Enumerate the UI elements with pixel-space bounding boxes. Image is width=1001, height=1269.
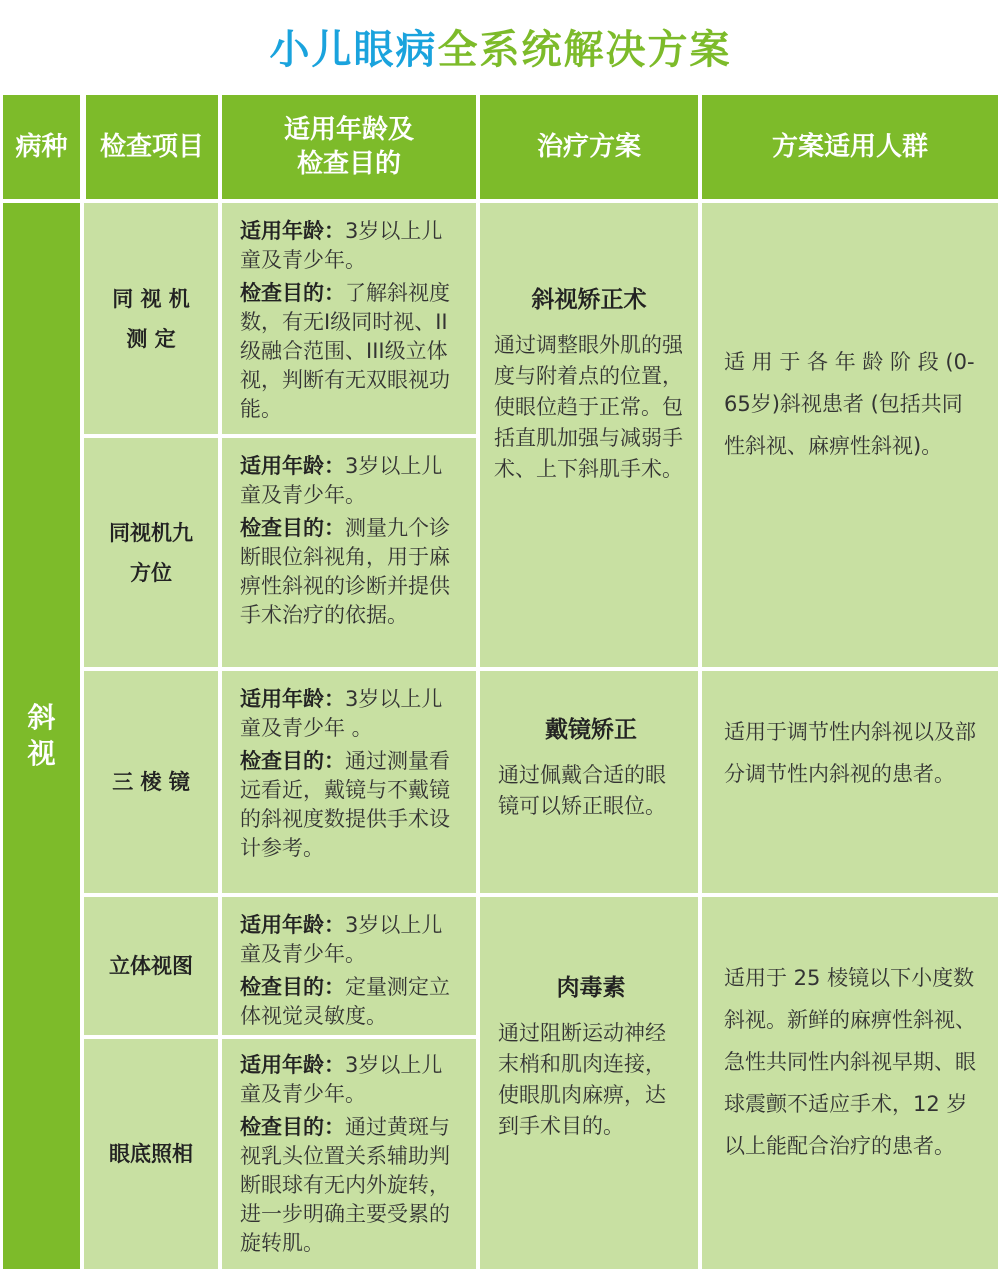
age-label: 适用年龄： — [240, 454, 345, 478]
disease-cell — [3, 203, 80, 1269]
age-text: 3岁以上儿童及青少年 。 — [240, 687, 443, 740]
exam-desc-synoptophore — [222, 203, 476, 434]
treatment-glasses — [480, 671, 698, 893]
purpose-label: 检查目的： — [240, 975, 345, 999]
title-part2: 全系统解决方案 — [437, 27, 732, 73]
header-age-purpose — [222, 95, 476, 199]
age-text: 3岁以上儿童及青少年。 — [240, 219, 443, 272]
purpose-label: 检查目的： — [240, 749, 345, 773]
treatment-botox — [480, 897, 698, 1269]
disease-line2: 视 — [27, 737, 56, 770]
purpose-text: 通过黄斑与视乳头位置关系辅助判断眼球有无内外旋转，进一步明确主要受累的旋转肌。 — [240, 1115, 450, 1255]
exam-name-line2: 测 定 — [126, 326, 176, 351]
page-title — [0, 18, 1001, 78]
header-treatment: 治疗方案 — [480, 95, 698, 199]
header-population: 方案适用人群 — [702, 95, 998, 199]
purpose-label: 检查目的： — [240, 281, 345, 305]
exam-name-line1: 同视机九 — [109, 520, 193, 545]
purpose-label: 检查目的： — [240, 1115, 345, 1139]
exam-item-stereo: 立体视图 — [84, 897, 218, 1035]
treatment-desc: 通过调整眼外肌的强度与附着点的位置，使眼位趋于正常。包括直肌加强与减弱手术、上下斜肌手术。 — [494, 333, 683, 481]
treatment-title: 戴镜矫正 — [545, 717, 637, 743]
header-exam: 检查项目 — [86, 95, 218, 199]
treatment-surgery — [480, 203, 698, 667]
treatment-desc: 通过阻断运动神经末梢和肌肉连接，使眼肌肉麻痹，达到手术目的。 — [498, 1021, 666, 1138]
population-glasses: 适用于调节性内斜视以及部分调节性内斜视的患者。 — [702, 671, 998, 893]
age-label: 适用年龄： — [240, 913, 345, 937]
treatment-desc: 通过佩戴合适的眼镜可以矫正眼位。 — [498, 763, 666, 818]
age-text: 3岁以上儿童及青少年。 — [240, 454, 443, 507]
header-disease: 病种 — [3, 95, 80, 199]
age-text: 3岁以上儿童及青少年。 — [240, 1053, 443, 1106]
exam-desc-fundus — [222, 1039, 476, 1269]
age-label: 适用年龄： — [240, 1053, 345, 1077]
purpose-text: 了解斜视度数，有无I级同时视、II级融合范围、III级立体视，判断有无双眼视功能。 — [240, 281, 450, 421]
population-surgery: 适 用 于 各 年 龄 阶 段 (0-65岁)斜视患者 (包括共同性斜视、麻痹性斜视)。 — [702, 203, 998, 667]
purpose-text: 定量测定立体视觉灵敏度。 — [240, 975, 450, 1028]
age-label: 适用年龄： — [240, 687, 345, 711]
purpose-text: 通过测量看远看近，戴镜与不戴镜的斜视度数提供手术设计参考。 — [240, 749, 450, 860]
header-age-purpose-line1: 适用年龄及 — [283, 115, 414, 145]
exam-desc-nine-gaze — [222, 438, 476, 667]
purpose-text: 测量九个诊断眼位斜视角，用于麻痹性斜视的诊断并提供手术治疗的依据。 — [240, 516, 450, 627]
population-botox: 适用于 25 棱镜以下小度数斜视。新鲜的麻痹性斜视、急性共同性内斜视早期、眼球震颤不适应手术，12 岁以上能配合治疗的患者。 — [702, 897, 998, 1269]
age-text: 3岁以上儿童及青少年。 — [240, 913, 443, 966]
disease-line1: 斜 — [27, 701, 56, 734]
purpose-label: 检查目的： — [240, 516, 345, 540]
exam-name-line2: 方位 — [130, 560, 172, 585]
solution-table — [0, 92, 1001, 1269]
exam-desc-stereo — [222, 897, 476, 1035]
treatment-title: 肉毒素 — [556, 975, 626, 1001]
exam-item-synoptophore — [84, 203, 218, 434]
treatment-title: 斜视矫正术 — [531, 287, 647, 313]
exam-item-nine-gaze — [84, 438, 218, 667]
age-label: 适用年龄： — [240, 219, 345, 243]
exam-item-fundus: 眼底照相 — [84, 1039, 218, 1269]
exam-name-line1: 同 视 机 — [112, 286, 190, 311]
exam-desc-prism — [222, 671, 476, 893]
header-age-purpose-line2: 检查目的 — [296, 149, 401, 179]
title-part1: 小儿眼病 — [269, 27, 438, 73]
exam-item-prism: 三 棱 镜 — [84, 671, 218, 893]
